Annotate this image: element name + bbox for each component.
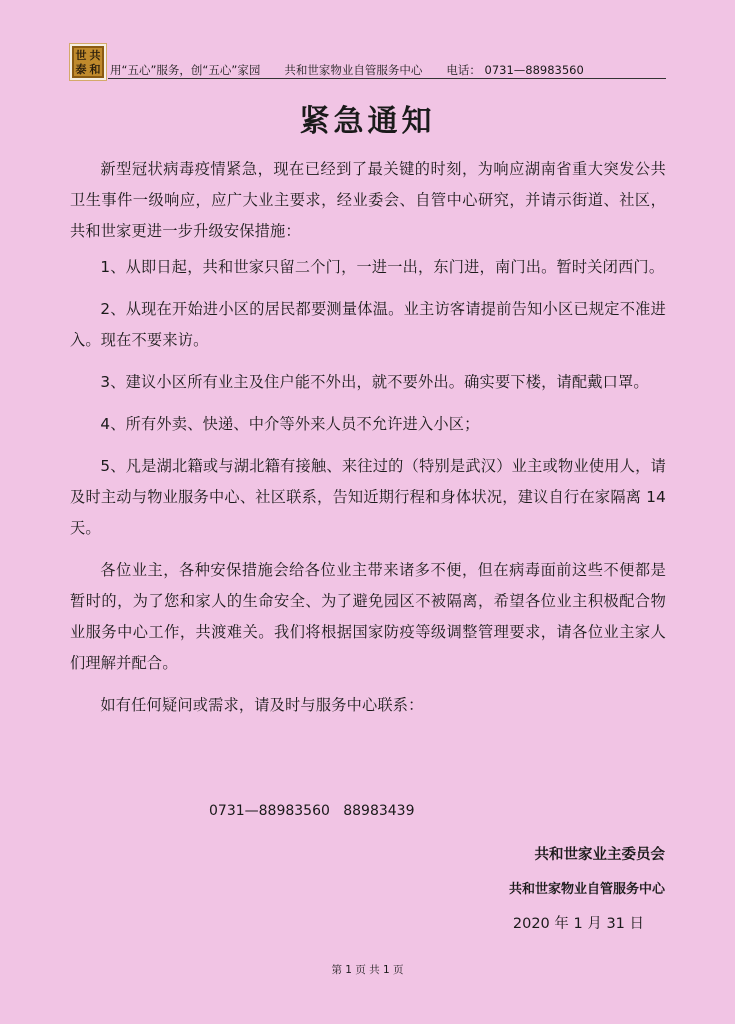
intro-paragraph: 新型冠状病毒疫情紧急，现在已经到了最关键的时刻，为响应湖南省重大突发公共卫生事件一级响应，应广大业主要求，经业委会、自管中心研究，并请示街道、社区，共和世家更进一步升级安保措施： — [70, 160, 666, 240]
notice-body — [70, 154, 666, 732]
contact-paragraph: 如有任何疑问或需求，请及时与服务中心联系： — [100, 696, 424, 714]
measure-item-3: 3、建议小区所有业主及住户能不外出，就不要外出。确实要下楼，请配戴口罩。 — [100, 373, 649, 391]
logo-char: 世 — [75, 48, 87, 62]
header-slogan: 用“五心”服务，创“五心”家园 — [110, 63, 261, 77]
notice-title: 紧急通知 — [299, 104, 436, 139]
measure-item-4: 4、所有外卖、快递、中介等外来人员不允许进入小区； — [100, 415, 480, 433]
company-logo — [69, 43, 107, 81]
closing-paragraph: 各位业主，各种安保措施会给各位业主带来诸多不便，但在病毒面前这些不便都是暂时的，为了您和家人的生命安全、为了避免园区不被隔离，希望各位业主积极配合物业服务中心工作，共渡难关。我们将根据国家防疫等级调整管理要求，请各位业主家人们理解并配合。 — [70, 561, 666, 672]
measure-item-1: 1、从即日起，共和世家只留二个门，一进一出，东门进，南门出。暂时关闭西门。 — [100, 258, 665, 276]
header-phone: 电话： 0731—88983560 — [446, 63, 584, 77]
measure-item-2: 2、从现在开始进小区的居民都要测量体温。业主访客请提前告知小区已规定不准进入。现在不要来访。 — [70, 300, 666, 349]
header-org: 共和世家物业自管服务中心 — [284, 63, 423, 77]
signature-committee: 共和世家业主委员会 — [534, 847, 665, 863]
page-header — [110, 62, 666, 78]
logo-char: 泰 — [75, 62, 87, 76]
logo-char: 共 — [89, 48, 101, 62]
signature-date: 2020 年 1 月 31 日 — [512, 916, 644, 932]
header-divider — [108, 78, 666, 79]
logo-char: 和 — [89, 62, 101, 76]
page-footer: 第 1 页 共 1 页 — [331, 964, 404, 976]
contact-phones: 0731—88983560 88983439 — [209, 803, 415, 819]
measure-item-5: 5、凡是湖北籍或与湖北籍有接触、来往过的（特别是武汉）业主或物业使用人，请及时主动与物业服务中心、社区联系，告知近期行程和身体状况，建议自行在家隔离 14 天。 — [70, 457, 666, 537]
signature-service-center: 共和世家物业自管服务中心 — [508, 882, 665, 897]
